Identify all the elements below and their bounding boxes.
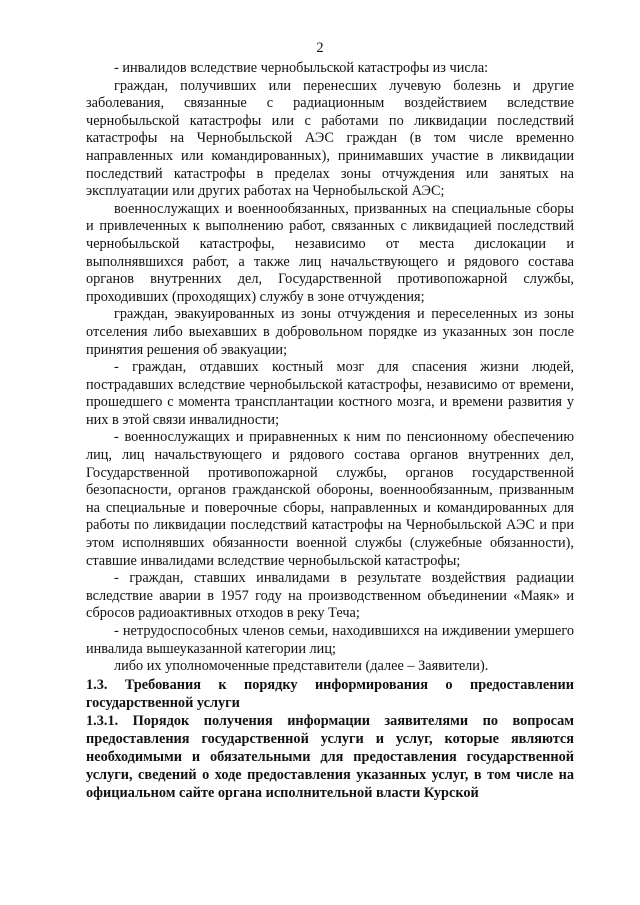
paragraph-servicemen: - военнослужащих и приравненных к ним по пенсионному обеспечению лиц, лиц начальствующего и рядового состава органов внутренних дел, Государственной противопожарной службы, органов государственной безопасности, органов гражданской обороны, военнообязанным, призванным на специальные и поверочные сборы, направленных и командированных для работы по ликвидации последствий катастрофы на Чернобыльской АЭС и при этом исполнявших обязанности военной службы (служебные обязанности), ставшие инвалидами вследствие чернобыльской катастрофы; bbox=[86, 429, 574, 569]
paragraph-representatives: либо их уполномоченные представители (далее – Заявители). bbox=[114, 658, 489, 675]
paragraph-family-members: - нетрудоспособных членов семьи, находившихся на иждивении умершего инвалида вышеуказанной категории лиц; bbox=[86, 623, 574, 657]
section-heading-1-3: 1.3. Требования к порядку информирования о предоставлении государственной услуги bbox=[86, 676, 574, 711]
document-body bbox=[86, 60, 574, 802]
paragraph-military-liquidators: военнослужащих и военнообязанных, призванных на специальные сборы и привлеченных к выполнению работ, связанных с ликвидацией последствий чернобыльской катастрофы, независимо от места дислокации и выполнявшихся работ, а также лиц начальствующего и рядового состава органов внутренних дел, Государственной противопожарной службы, проходивших (проходящих) службу в зоне отчуждения; bbox=[86, 200, 574, 305]
paragraph-evacuated: граждан, эвакуированных из зоны отчуждения и переселенных из зоны отселения либо выехавших в добровольном порядке из указанных зон после принятия решения об эвакуации; bbox=[86, 306, 574, 358]
section-heading-1-3-1: 1.3.1. Порядок получения информации заявителями по вопросам предоставления государственной услуги и услуг, которые являются необходимыми и обязательными для предоставления государственной услуги, сведений о ходе предоставления указанных услуг, в том числе на официальном сайте органа исполнительной власти Курской bbox=[86, 712, 574, 801]
page-number: 2 bbox=[316, 40, 324, 56]
paragraph-bone-marrow-donors: - граждан, отдавших костный мозг для спасения жизни людей, пострадавших вследствие чернобыльской катастрофы, независимо от времени, прошедшего с момента трансплантации костного мозга, и времени развития у них в этой связи инвалидности; bbox=[86, 359, 574, 428]
paragraph-disabled-intro: - инвалидов вследствие чернобыльской катастрофы из числа: bbox=[114, 60, 489, 76]
paragraph-mayak: - граждан, ставших инвалидами в результате воздействия радиации вследствие аварии в 1957 году на производственном объединении «Маяк» и сбросов радиоактивных отходов в реку Теча; bbox=[86, 570, 574, 622]
paragraph-radiation-sickness: граждан, получивших или перенесших лучевую болезнь и другие заболевания, связанные с радиационным воздействием вследствие чернобыльской катастрофы или с работами по ликвидации последствий катастрофы на Чернобыльской АЭС граждан (в том числе временно направленных или командированных), принимавших участие в ликвидации последствий катастрофы в пределах зоны отчуждения или занятых на эксплуатации или других работах на Чернобыльской АЭС; bbox=[86, 77, 574, 200]
